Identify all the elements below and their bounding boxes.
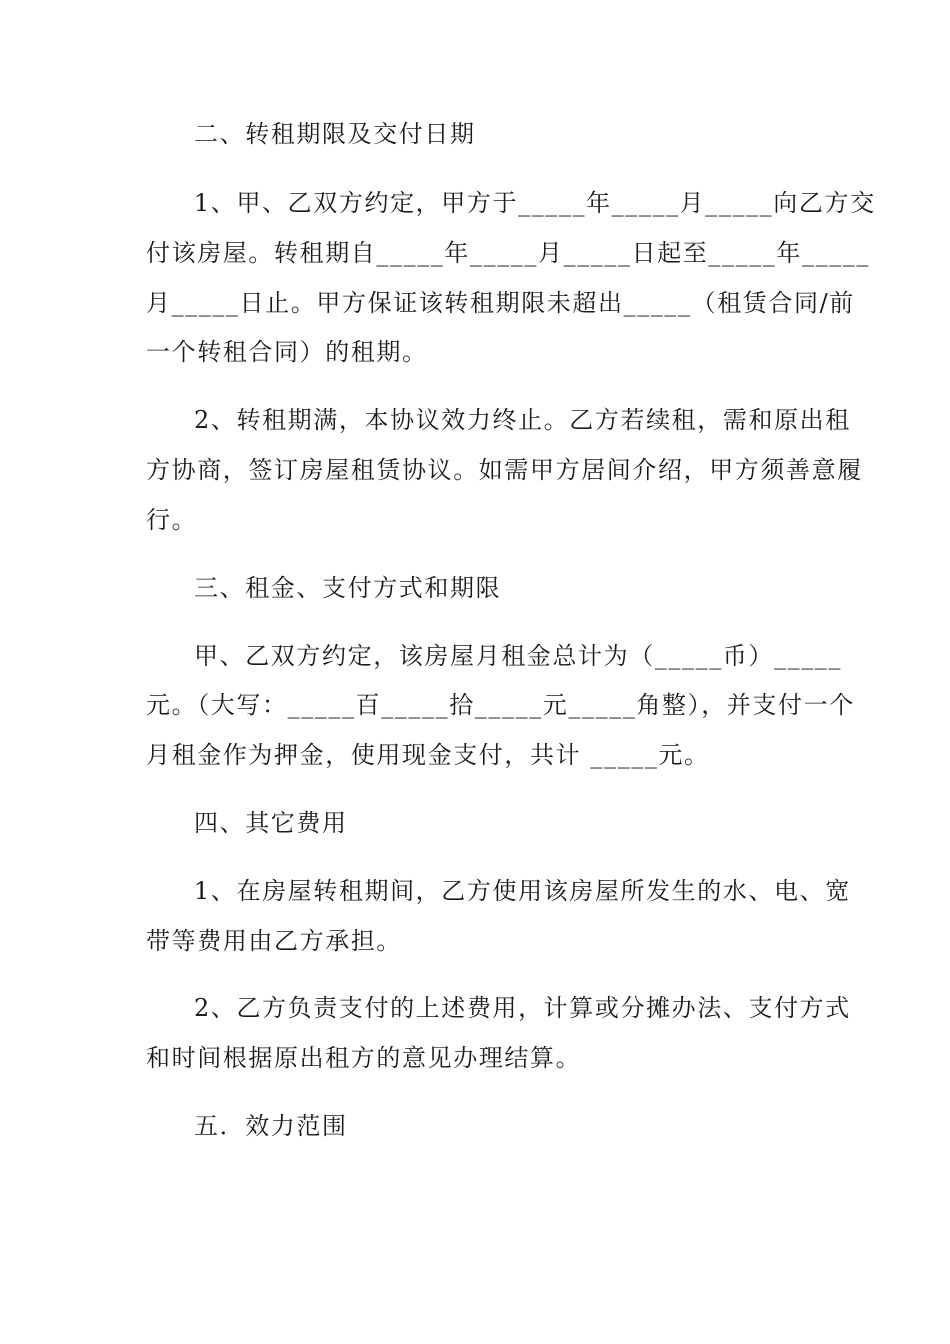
paragraph-line: 带等费用由乙方承担。 [146, 927, 402, 955]
paragraph-line: 月租金作为押金，使用现金支付，共计 _____元。 [146, 741, 710, 769]
paragraph-line: 2、乙方负责支付的上述费用，计算或分摊办法、支付方式 [194, 994, 851, 1022]
section-heading-term: 二、转租期限及交付日期 [194, 120, 476, 148]
paragraph-line: 月_____日止。甲方保证该转租期限未超出_____（租赁合同/前 [146, 289, 855, 317]
paragraph-line: 1、在房屋转租期间，乙方使用该房屋所发生的水、电、宽 [194, 877, 851, 905]
paragraph-line: 付该房屋。转租期自_____年_____月_____日起至_____年_____ [146, 239, 870, 267]
paragraph-line: 和时间根据原出租方的意见办理结算。 [146, 1044, 582, 1072]
paragraph-line: 甲、乙双方约定，该房屋月租金总计为（_____币）_____ [194, 642, 842, 670]
paragraph-line: 方协商，签订房屋租赁协议。如需甲方居间介绍，甲方须善意履 [146, 456, 863, 484]
paragraph-line: 一个转租合同）的租期。 [146, 338, 428, 366]
paragraph-line: 2、转租期满，本协议效力终止。乙方若续租，需和原出租 [194, 406, 851, 434]
section-heading-fees: 四、其它费用 [194, 809, 348, 837]
section-heading-rent: 三、租金、支付方式和期限 [194, 574, 502, 602]
paragraph-line: 1、甲、乙双方约定，甲方于_____年_____月_____向乙方交 [194, 189, 876, 217]
paragraph-line: 元。（大写：_____百_____拾_____元_____角整），并支付一个 [146, 691, 855, 719]
section-heading-scope: 五．效力范围 [194, 1112, 348, 1140]
paragraph-line: 行。 [146, 506, 198, 534]
